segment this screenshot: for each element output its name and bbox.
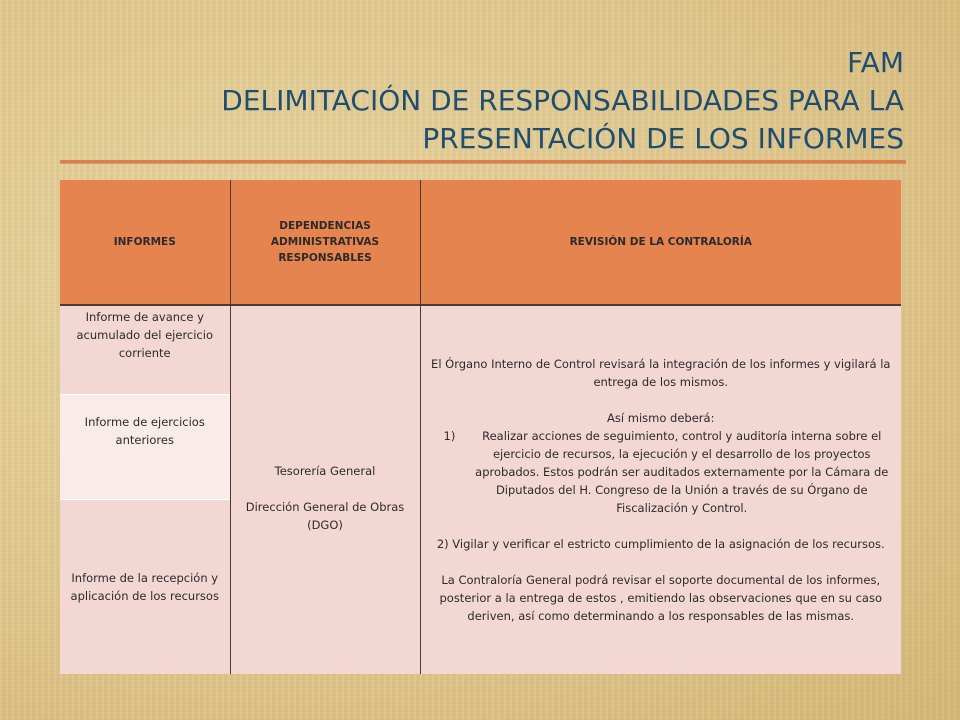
slide-title xyxy=(64,44,904,158)
revision-closing: La Contraloría General podrá revisar el soporte documental de los informes, posterior a la entrega de estos , emitiendo las observaciones que en su caso deriven, así como determinando a los responsables de las mismas. xyxy=(439,573,883,623)
header-dependencias: DEPENDENCIAS ADMINISTRATIVAS RESPONSABLES xyxy=(230,180,420,305)
revision-intro: El Órgano Interno de Control revisará la integración de los informes y vigilará la entrega de los mismos. xyxy=(431,357,891,389)
informe-recepcion-cell: Informe de la recepción y aplicación de los recursos xyxy=(60,500,230,675)
title-line-presentacion: PRESENTACIÓN DE LOS INFORMES xyxy=(422,122,904,155)
item-number: 1) xyxy=(443,429,456,443)
revision-item-2: 2) Vigilar y verificar el estricto cumplimiento de la asignación de los recursos. xyxy=(436,537,885,551)
dependencia-dgo: Dirección General de Obras (DGO) xyxy=(245,500,405,532)
spacer xyxy=(426,553,897,571)
item-text: Realizar acciones de seguimiento, control y auditoría interna sobre el ejercicio de recursos, la ejecución y el desarrollo de los proyectos aprobados. Estos podrán ser auditados externamente por la Cámara de Diputados del H. Congreso de la Unión a través de su Órgano de Fiscalización y Control. xyxy=(475,429,889,515)
responsibilities-table xyxy=(60,180,901,674)
spacer xyxy=(426,391,897,409)
spacer xyxy=(426,517,897,535)
informe-avance-cell: Informe de avance y acumulado del ejercicio corriente xyxy=(60,305,230,395)
title-divider xyxy=(60,160,906,163)
title-line-fam: FAM xyxy=(847,46,904,79)
revision-cell xyxy=(420,305,901,674)
spacer xyxy=(237,480,414,498)
informe-anteriores-cell: Informe de ejercicios anteriores xyxy=(60,395,230,500)
table-header-row xyxy=(60,180,901,305)
dependencia-tesoreria: Tesorería General xyxy=(274,464,376,478)
revision-asimismo: Así mismo deberá: xyxy=(607,411,715,425)
header-informes: INFORMES xyxy=(60,180,230,305)
header-revision: REVISIÓN DE LA CONTRALORÍA xyxy=(420,180,901,305)
dependencias-cell xyxy=(230,305,420,674)
revision-item-1 xyxy=(426,427,897,517)
title-line-delimitacion: DELIMITACIÓN DE RESPONSABILIDADES PARA LA xyxy=(221,84,904,117)
table-row xyxy=(60,305,901,395)
